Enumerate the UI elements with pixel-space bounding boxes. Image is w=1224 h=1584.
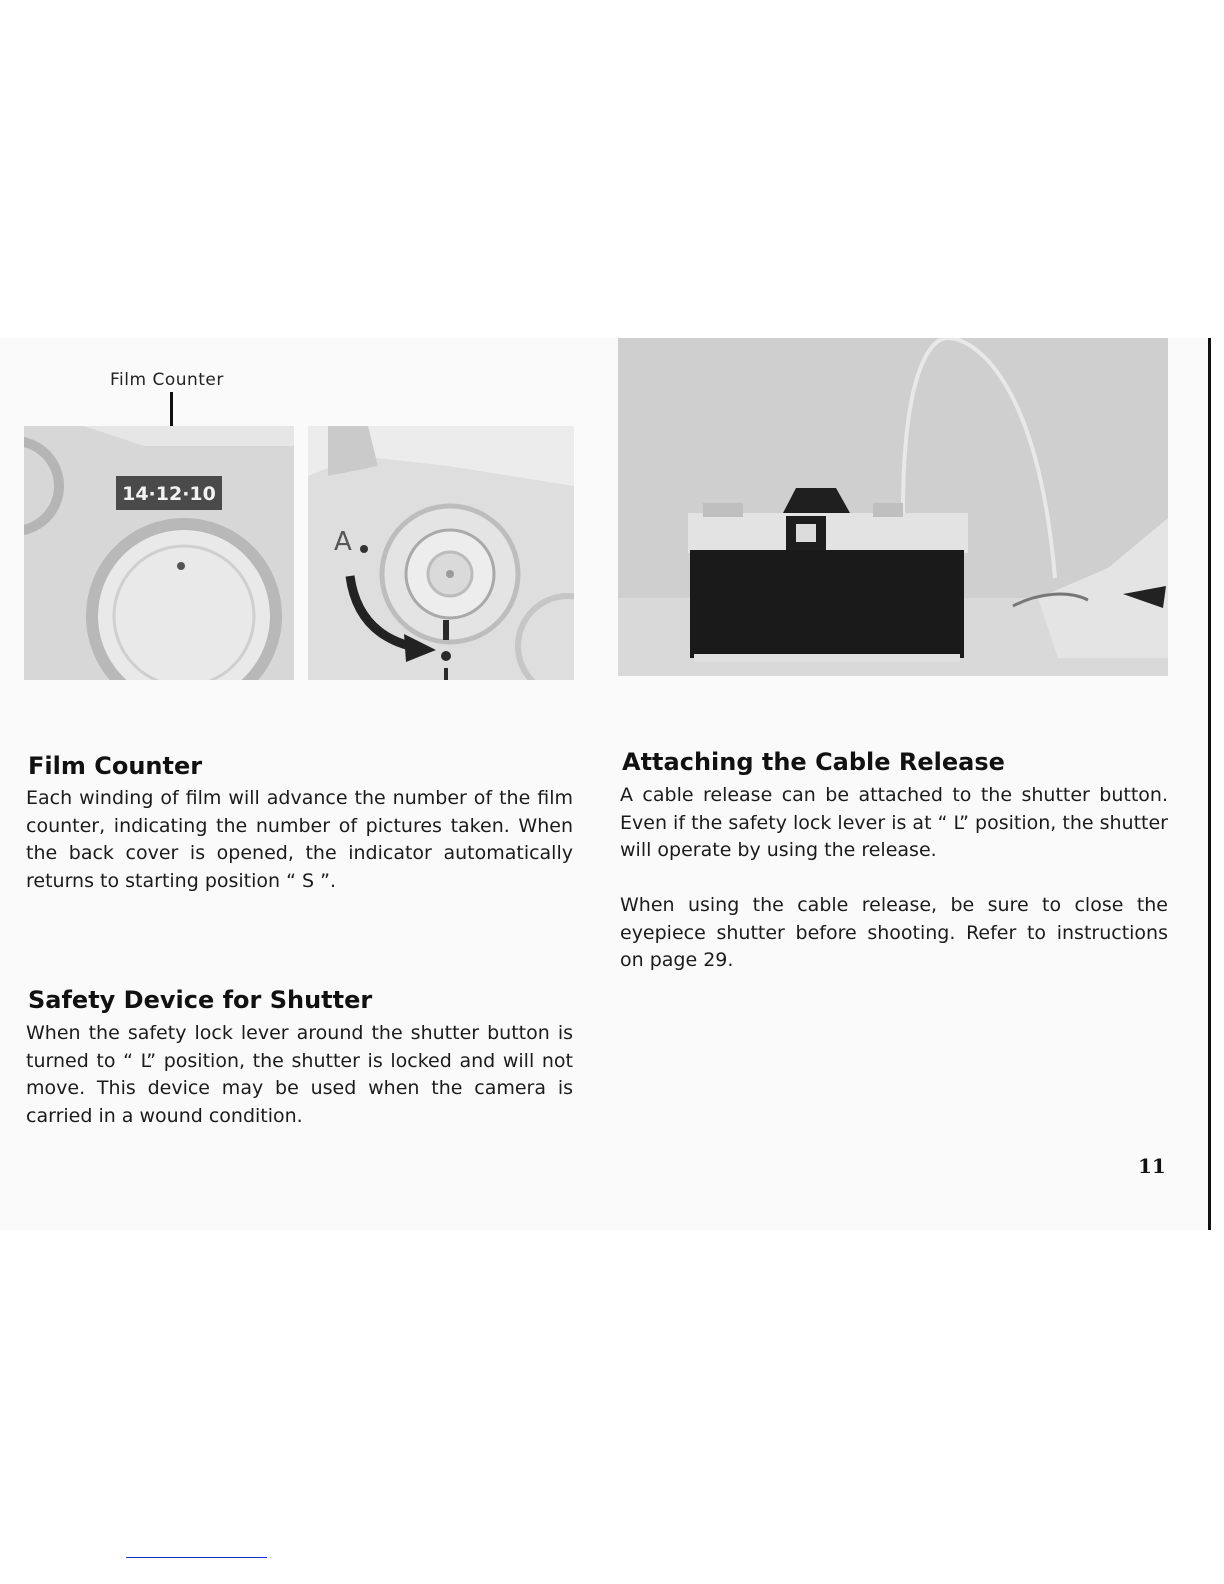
cable-release-body-1: A cable release can be attached to the shutter button. Even if the safety lock lever is at “ L” position, the shutter will operate by using the release. bbox=[620, 784, 1168, 861]
bottom-link-underline bbox=[126, 1557, 267, 1558]
counter-readout: 14·12·10 bbox=[122, 483, 216, 505]
film-counter-photo bbox=[24, 426, 294, 680]
film-counter-callout-label: Film Counter bbox=[110, 370, 224, 390]
dial-letter: A bbox=[334, 527, 352, 557]
cable-release-photo bbox=[618, 338, 1168, 676]
film-counter-body: Each winding of film will advance the number of the film counter, indicating the number of pictures taken. When the back cover is opened, the indicator automatically returns to starting position “ S ”. bbox=[26, 787, 573, 892]
page-number: 11 bbox=[1138, 1154, 1166, 1178]
cable-release-heading: Attaching the Cable Release bbox=[622, 748, 1005, 776]
cable-release-body-2: When using the cable release, be sure to close the eyepiece shutter before shooting. Refer to instructions on page 29. bbox=[620, 894, 1168, 971]
camera-back-illustration bbox=[618, 338, 1168, 676]
safety-device-body: When the safety lock lever around the shutter button is turned to “ L” position, the shutter is locked and will not move. This device may be used when the camera is carried in a wound condition. bbox=[26, 1022, 573, 1127]
film-counter-heading: Film Counter bbox=[28, 752, 203, 780]
film-counter-illustration bbox=[24, 426, 294, 680]
page-edge-rule bbox=[1208, 338, 1211, 1230]
safety-lock-illustration bbox=[308, 426, 574, 680]
safety-device-heading: Safety Device for Shutter bbox=[28, 986, 373, 1014]
safety-lock-photo bbox=[308, 426, 574, 680]
